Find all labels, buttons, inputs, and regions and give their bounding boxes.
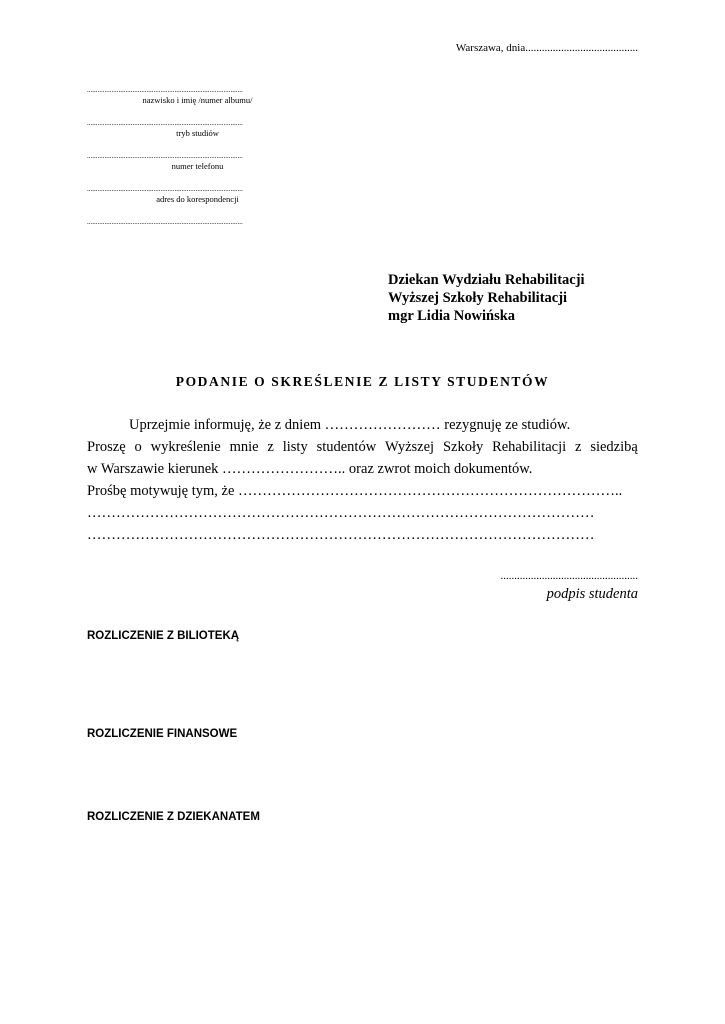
library-settlement-heading: ROZLICZENIE Z BILIOTEKĄ	[87, 630, 240, 642]
body-line-2-word: z	[575, 439, 582, 455]
address-extra-field-line: .........................................................................................	[87, 218, 243, 226]
body-line-2-word: wykreślenie	[150, 439, 221, 455]
study-mode-field-caption: tryb studiów	[176, 128, 219, 138]
body-line-5: ……………………………………………………………………………………………	[87, 505, 595, 521]
body-line-6: ……………………………………………………………………………………………	[87, 527, 595, 543]
deanery-settlement-heading: ROZLICZENIE Z DZIEKANATEM	[87, 811, 260, 823]
study-mode-field-line: .........................................................................................	[87, 119, 243, 127]
body-line-2-word: Proszę	[87, 439, 126, 455]
document-title: PODANIE O SKREŚLENIE Z LISTY STUDENTÓW	[175, 374, 550, 389]
addressee-line-1: Dziekan Wydziału Rehabilitacji	[388, 272, 585, 288]
signature-line: ..................................................	[500, 570, 638, 582]
addressee-line-2: Wyższej Szkoły Rehabilitacji	[388, 290, 568, 306]
body-line-2-word: listy	[282, 439, 308, 455]
body-line-3: w Warszawie kierunek …………………….. oraz zwrot moich dokumentów.	[87, 461, 533, 477]
addressee-line-3: mgr Lidia Nowińska	[388, 308, 516, 324]
date-line: Warszawa, dnia.........................................	[455, 42, 638, 54]
body-line-1: Uprzejmie informuję, że z dniem …………………… rezygnuję ze studiów.	[129, 417, 571, 433]
addressee-block	[388, 271, 585, 325]
body-line-2-word: Szkoły	[442, 439, 484, 455]
name-field-caption: nazwisko i imię /numer albumu/	[142, 95, 253, 105]
body-line-2-word: studentów	[316, 439, 377, 455]
body-line-4: Prośbę motywuję tym, że ……………………………………………………………………..	[87, 483, 623, 499]
name-field-line: .........................................................................................	[87, 86, 243, 94]
signature-caption: podpis studenta	[546, 586, 638, 602]
finance-settlement-heading: ROZLICZENIE FINANSOWE	[87, 728, 238, 740]
body-line-2-word: siedzibą	[590, 439, 638, 455]
phone-field-line: .........................................................................................	[87, 152, 243, 160]
body-line-2-word: Wyższej	[385, 439, 435, 455]
body-line-2-word: mnie	[229, 439, 259, 455]
body-line-2-word: Rehabilitacji	[492, 439, 567, 455]
body-line-2	[87, 436, 638, 458]
phone-field-caption: numer telefonu	[171, 161, 224, 171]
request-body	[87, 414, 638, 546]
address-field-caption: adres do korespondencji	[156, 194, 239, 204]
address-field-line: .........................................................................................	[87, 185, 243, 193]
body-line-2-word: z	[267, 439, 274, 455]
body-line-2-word: o	[134, 439, 142, 455]
